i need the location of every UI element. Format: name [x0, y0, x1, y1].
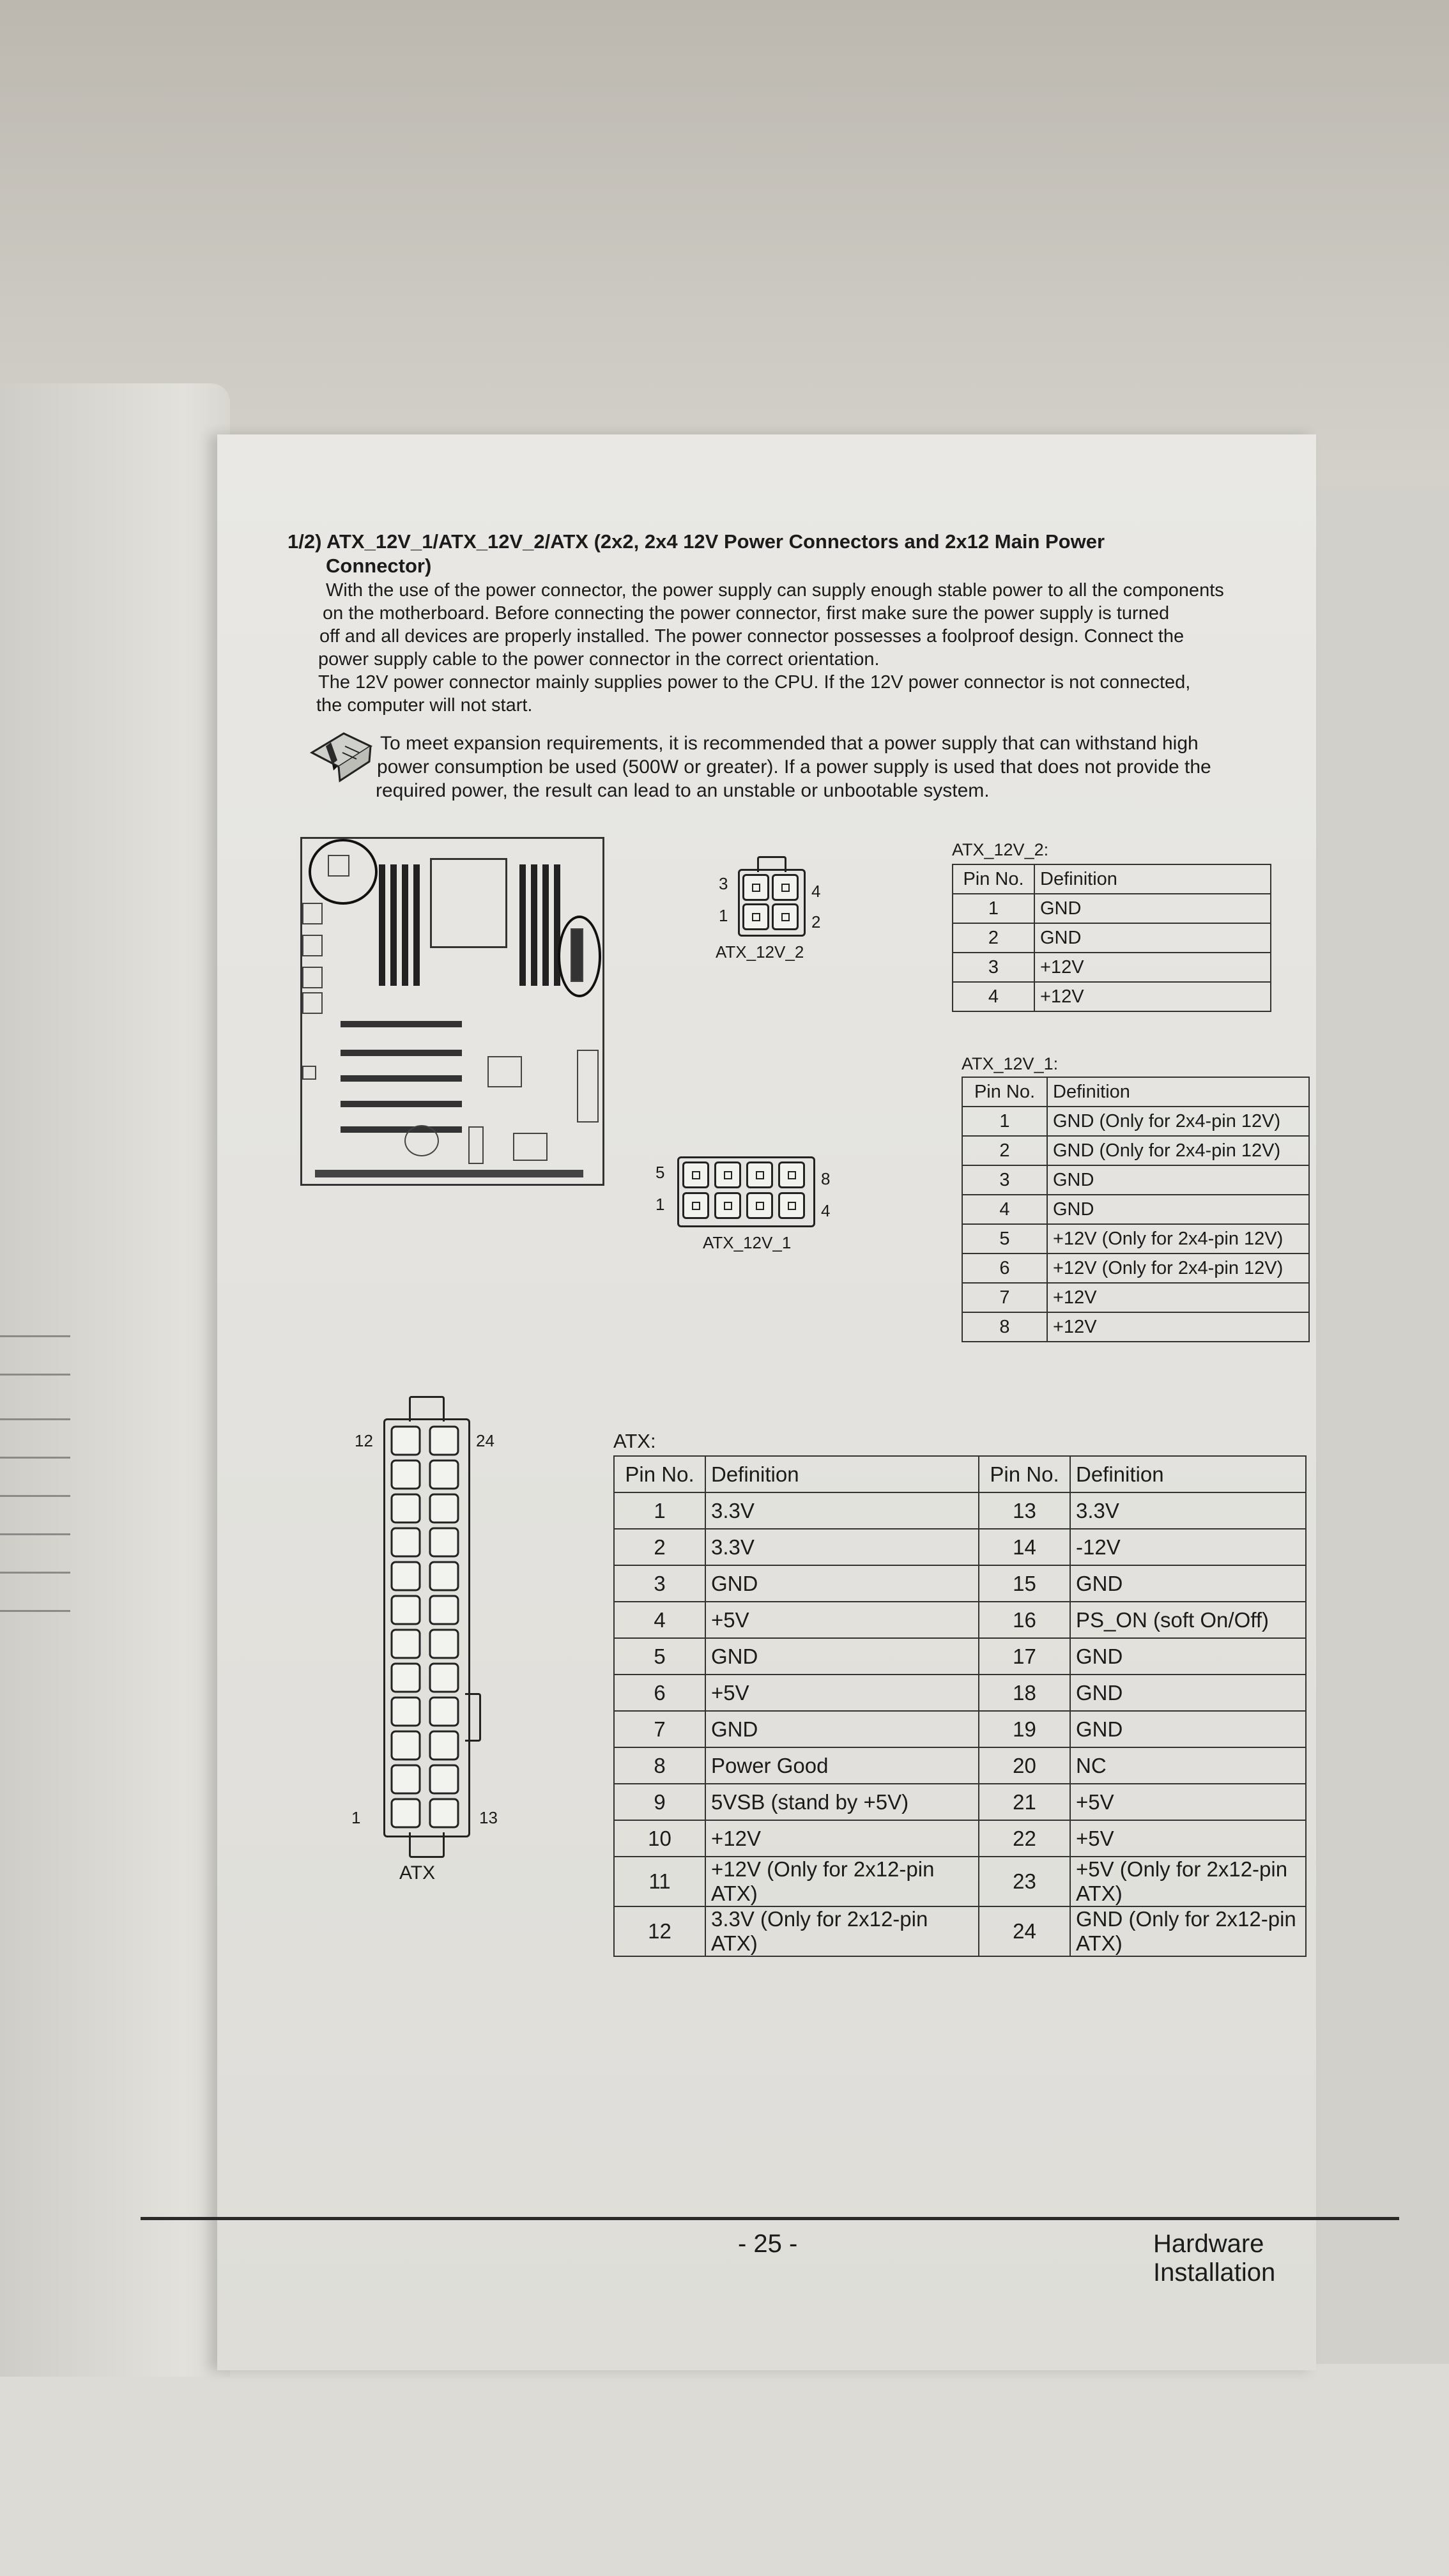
atx12v2-pin1-label: 1: [719, 906, 728, 925]
footer-rule: [141, 2217, 1399, 2220]
table-row: 5 GND 17 GND: [614, 1638, 1306, 1675]
table-row: 1 GND (Only for 2x4-pin 12V): [962, 1107, 1309, 1136]
table-row: 2 GND (Only for 2x4-pin 12V): [962, 1136, 1309, 1165]
table-row: 2 GND: [953, 923, 1271, 953]
manual-page: [217, 434, 1316, 2370]
atx-table: [613, 1455, 1307, 1957]
table-row: 4 +12V: [953, 982, 1271, 1011]
previous-page-edge: [0, 383, 230, 2377]
table-row: 6 +12V (Only for 2x4-pin 12V): [962, 1254, 1309, 1283]
table-row: 3 GND 15 GND: [614, 1565, 1306, 1602]
table-row: 1 3.3V 13 3.3V: [614, 1492, 1306, 1529]
section-title: Hardware Installation: [1153, 2230, 1276, 2287]
header-pin-no: Pin No.: [953, 864, 1034, 894]
table-row: 3 +12V: [953, 953, 1271, 982]
table-row: 8 Power Good 20 NC: [614, 1747, 1306, 1784]
table-header-row: [953, 864, 1271, 894]
header-pin-no: Pin No.: [962, 1077, 1047, 1107]
table-row: 6 +5V 18 GND: [614, 1675, 1306, 1711]
atx12v1-pin4-label: 4: [821, 1201, 831, 1220]
note-line-2: power consumption be used (500W or greater). If a power supply is used that does not provide the: [377, 756, 1211, 778]
pencil-note-icon: [307, 727, 377, 785]
atx12v2-label: ATX_12V_2: [716, 942, 804, 962]
table-row: 5 +12V (Only for 2x4-pin 12V): [962, 1224, 1309, 1254]
atx-pin24-label: 24: [476, 1431, 494, 1450]
table-row: 4 +5V 16 PS_ON (soft On/Off): [614, 1602, 1306, 1638]
table-row: 3 GND: [962, 1165, 1309, 1195]
intro-line-4: power supply cable to the power connector in the correct orientation.: [318, 649, 880, 670]
atx12v2-pin3-label: 3: [719, 874, 728, 893]
atx-label: ATX: [399, 1862, 436, 1883]
atx12v-connector-mark: [328, 855, 349, 877]
atx12v2-table-caption: ATX_12V_2:: [952, 840, 1049, 859]
atx12v1-pin8-label: 8: [821, 1169, 831, 1188]
atx12v2-table: [952, 864, 1271, 1012]
header-definition: Definition: [1034, 864, 1271, 894]
heading-number: 1/2): [288, 530, 322, 553]
intro-line-3: off and all devices are properly installed. The power connector possesses a foolproof design. Connect the: [319, 626, 1184, 647]
table-header-row: [962, 1077, 1309, 1107]
table-header-row: Pin No. Definition Pin No. Definition: [614, 1456, 1306, 1492]
atx-pin12-label: 12: [355, 1431, 373, 1450]
page-number: - 25 -: [738, 2230, 798, 2258]
table-row: 9 5VSB (stand by +5V) 21 +5V: [614, 1784, 1306, 1820]
section-heading: [288, 530, 1297, 553]
atx12v2-pin2-label: 2: [811, 912, 821, 931]
atx12v1-pin1-label: 1: [656, 1195, 665, 1214]
table-row: 8 +12V: [962, 1312, 1309, 1342]
atx12v1-table: [962, 1077, 1310, 1342]
header-definition: Definition: [1047, 1077, 1309, 1107]
cpu-socket: [430, 858, 507, 948]
note-line-1: To meet expansion requirements, it is recommended that a power supply that can withstand high: [380, 733, 1199, 754]
atx-pin13-label: 13: [479, 1808, 498, 1827]
table-row: 7 +12V: [962, 1283, 1309, 1312]
intro-line-6: the computer will not start.: [316, 695, 533, 716]
background-fabric: [0, 2364, 1449, 2576]
intro-line-5: The 12V power connector mainly supplies power to the CPU. If the 12V power connector is not connected,: [318, 672, 1191, 693]
intro-line-2: on the motherboard. Before connecting the power connector, first make sure the power supply is turned: [323, 603, 1170, 624]
atx12v1-table-caption: ATX_12V_1:: [962, 1054, 1059, 1073]
note-line-3: required power, the result can lead to an unstable or unbootable system.: [376, 780, 990, 801]
table-row: 11 +12V (Only for 2x12-pin ATX) 23 +5V (Only for 2x12-pin ATX): [614, 1857, 1306, 1906]
atx-connector-mark: [571, 928, 583, 982]
atx-connector-drawing: [383, 1418, 470, 1837]
table-row: 10 +12V 22 +5V: [614, 1820, 1306, 1857]
table-row: 1 GND: [953, 894, 1271, 923]
table-row: 2 3.3V 14 -12V: [614, 1529, 1306, 1565]
heading-title-line1: ATX_12V_1/ATX_12V_2/ATX (2x2, 2x4 12V Power Connectors and 2x12 Main Power: [326, 530, 1105, 553]
motherboard-diagram: [300, 837, 604, 1186]
atx12v1-label: ATX_12V_1: [703, 1233, 792, 1252]
intro-line-1: With the use of the power connector, the power supply can supply enough stable power to all the components: [326, 580, 1224, 601]
atx12v2-pin4-label: 4: [811, 882, 821, 901]
table-row: 7 GND 19 GND: [614, 1711, 1306, 1747]
atx12v1-pin5-label: 5: [656, 1163, 665, 1182]
atx-pin1-label: 1: [351, 1808, 361, 1827]
heading-title-line2: Connector): [326, 555, 432, 577]
table-row: 12 3.3V (Only for 2x12-pin ATX) 24 GND (Only for 2x12-pin ATX): [614, 1906, 1306, 1956]
table-row: 4 GND: [962, 1195, 1309, 1224]
atx-table-caption: ATX:: [613, 1430, 656, 1452]
